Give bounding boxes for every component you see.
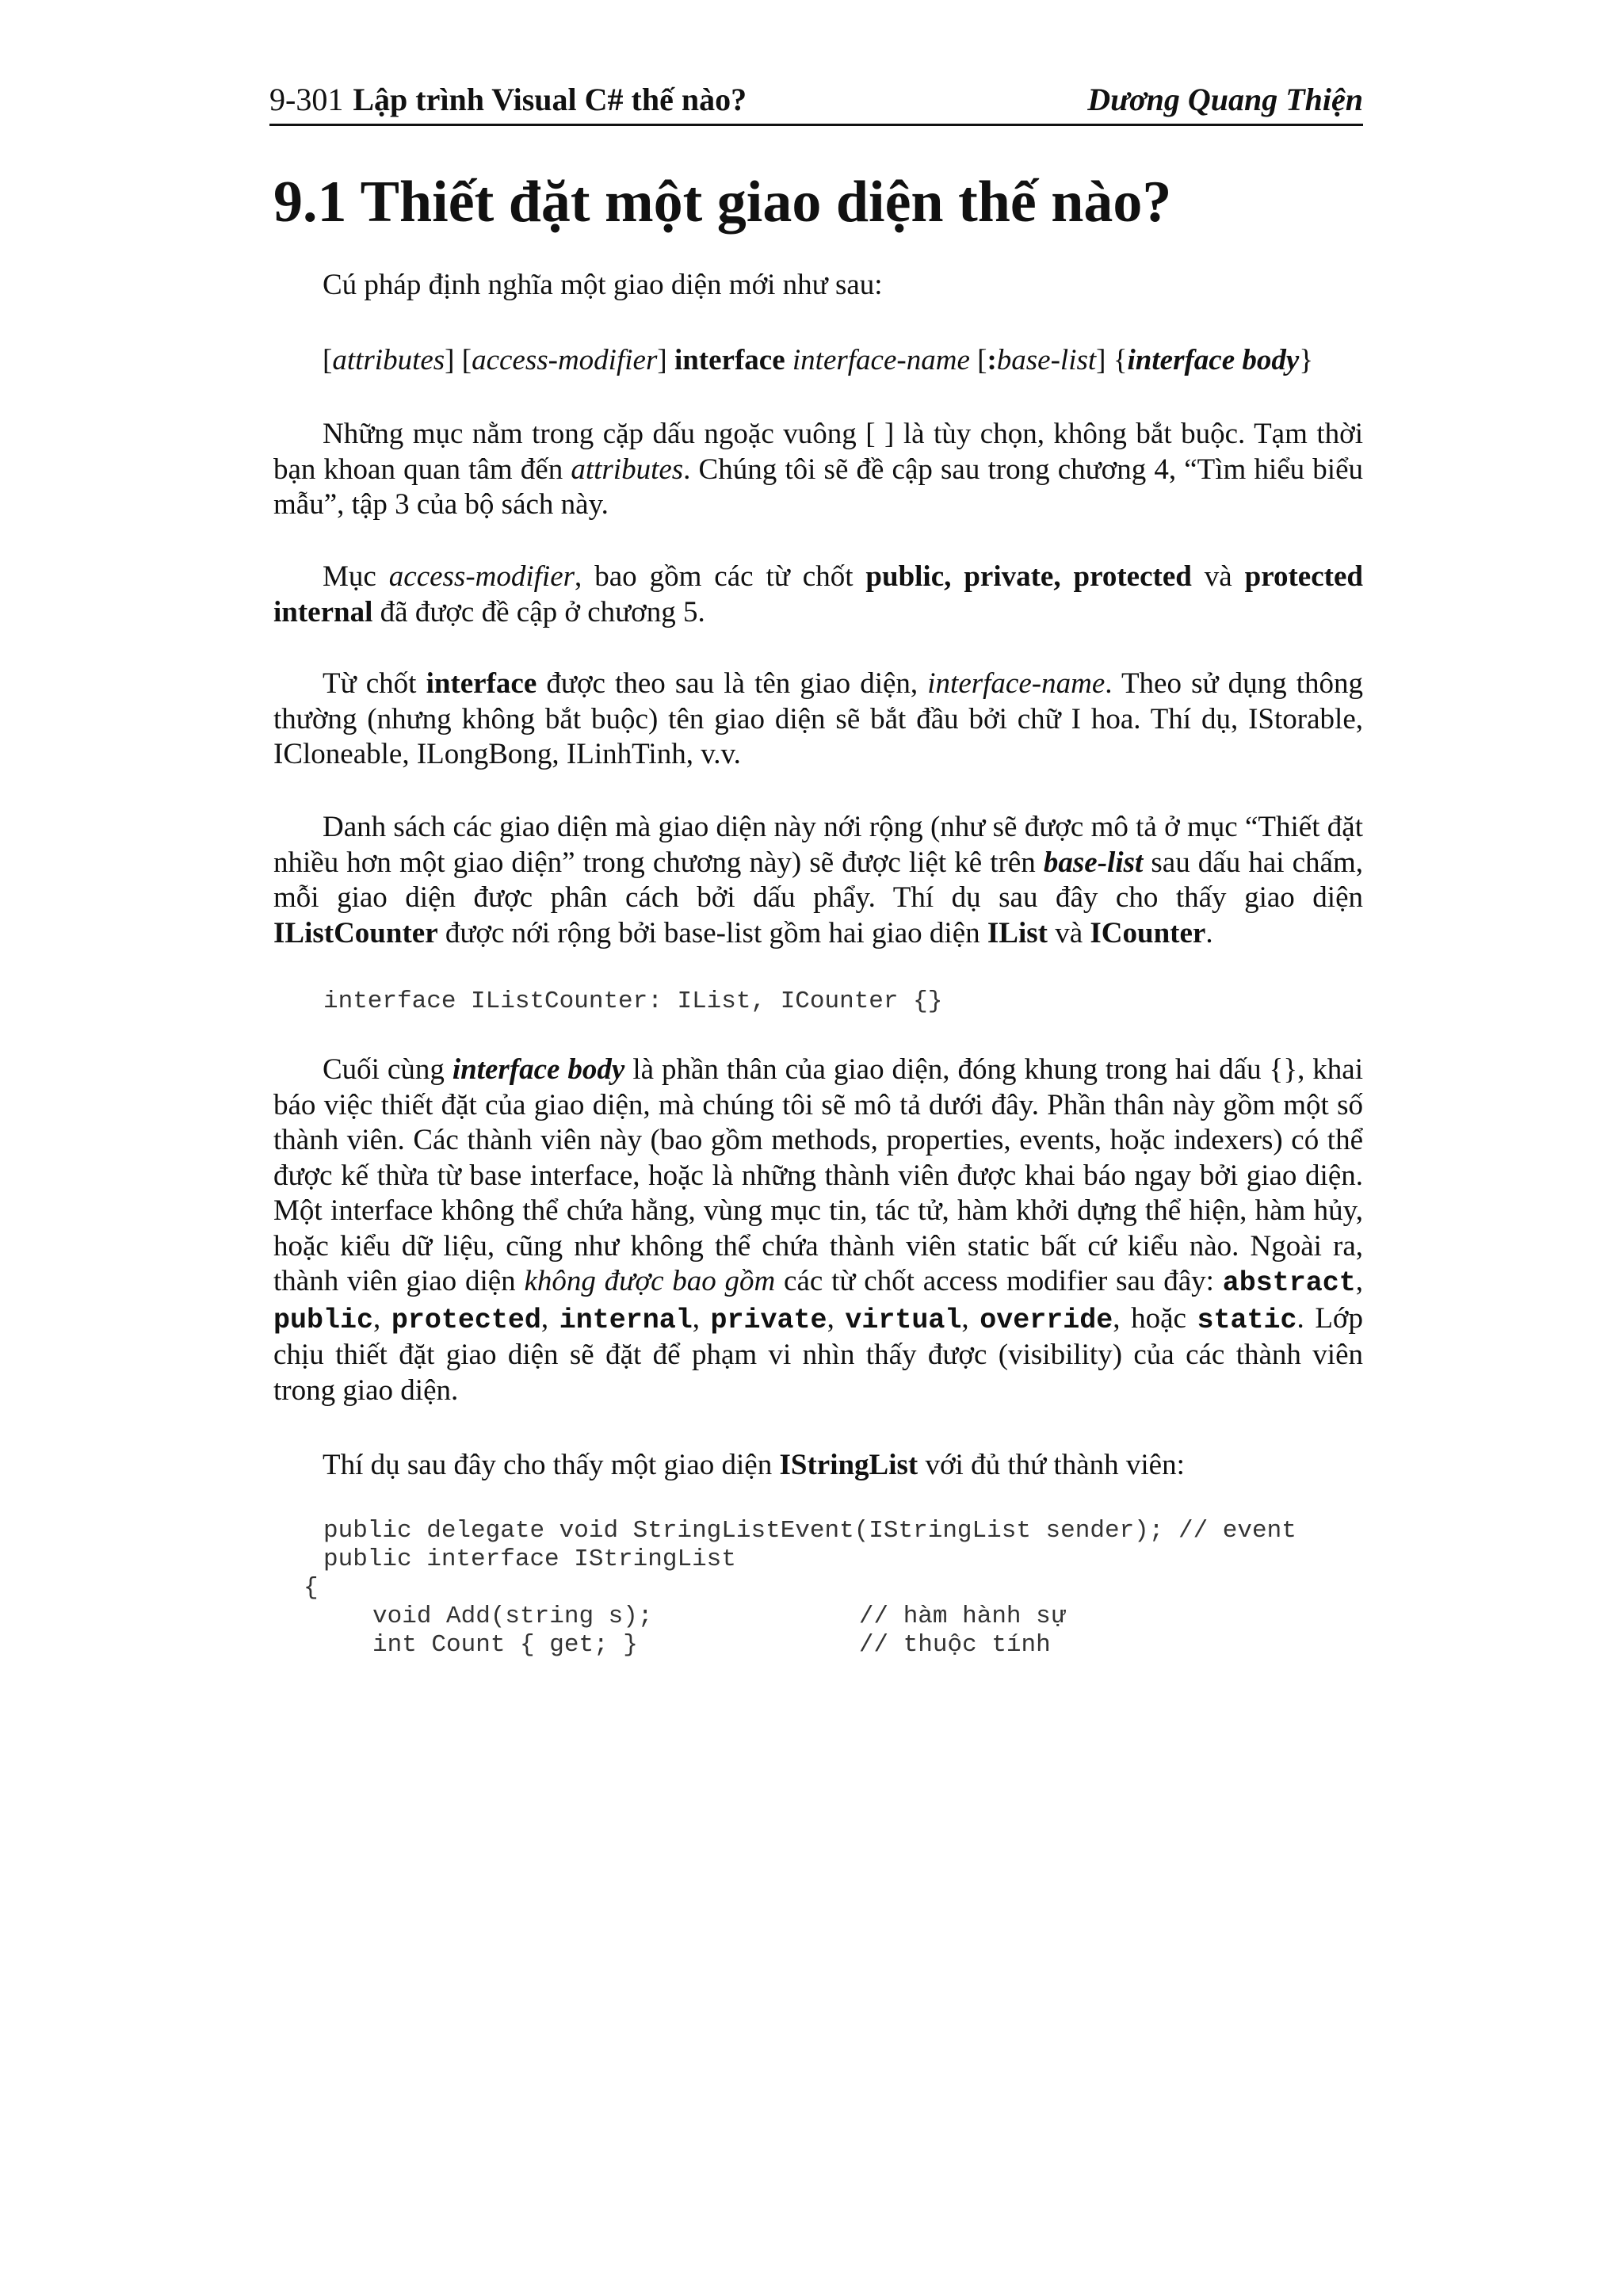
brackets-paragraph: Những mục nằm trong cặp dấu ngoặc vuông [ ] là tùy chọn, không bắt buộc. Tạm thời bạn khoan quan tâm đến attributes. Chúng tôi sẽ đề cập sau trong chương 4, “Tìm hiểu biểu mẫu”, tập 3 của bộ sách này. xyxy=(273,418,1364,521)
interface-keyword-paragraph: Từ chốt interface được theo sau là tên giao diện, interface-name. Theo sử dụng thông thường (nhưng không bắt buộc) tên giao diện sẽ bắt đầu bởi chữ I hoa. Thí dụ, IStorable, ICloneable, ILongBong, ILinhTinh, v.v. xyxy=(273,667,1364,770)
header-divider xyxy=(269,124,1363,126)
code-line: public delegate void StringListEvent(IStringList sender); // event xyxy=(323,1517,1296,1545)
section-title: 9.1 Thiết đặt một giao diện thế nào? xyxy=(273,170,1172,235)
syntax-colon: : xyxy=(987,344,997,376)
author-name: Dương Quang Thiện xyxy=(1087,82,1363,117)
example-intro-paragraph: Thí dụ sau đây cho thấy một giao diện IStringList với đủ thứ thành viên: xyxy=(323,1449,1185,1481)
syntax-interface-name: interface-name xyxy=(792,344,970,376)
syntax-interface-body: interface body xyxy=(1127,344,1300,376)
code-example-ilistcounter: interface IListCounter: IList, ICounter {} xyxy=(323,988,943,1015)
syntax-keyword: interface xyxy=(674,344,785,376)
page-header xyxy=(269,78,1363,122)
code-line: void Add(string s); // hàm hành sự xyxy=(372,1603,1066,1630)
access-modifier-paragraph: Mục access-modifier, bao gồm các từ chốt public, private, protected và protected internal đã được đề cập ở chương 5. xyxy=(273,560,1363,628)
code-line: { xyxy=(304,1574,319,1602)
page-number: 9-301 xyxy=(269,82,344,117)
book-title: Lập trình Visual C# thế nào? xyxy=(353,82,747,117)
syntax-attributes: attributes xyxy=(332,344,445,376)
code-line: int Count { get; } // thuộc tính xyxy=(372,1631,1051,1659)
syntax-definition: [attributes] [access-modifier] interface interface-name [:base-list] {interface body} xyxy=(323,344,1314,376)
code-line: public interface IStringList xyxy=(323,1545,736,1573)
syntax-base-list: base-list xyxy=(996,344,1097,376)
syntax-intro-paragraph: Cú pháp định nghĩa một giao diện mới như sau: xyxy=(323,269,883,301)
syntax-access-modifier: access-modifier xyxy=(472,344,658,376)
interface-body-paragraph: Cuối cùng interface body là phần thân của giao diện, đóng khung trong hai dấu {}, khai báo việc thiết đặt của giao diện, mà chúng tôi sẽ mô tả dưới đây. Phần thân này gồm một số thành viên. Các thành viên này (bao gồm methods, properties, events, hoặc indexers) có thể được kế thừa từ base interface, hoặc là những thành viên được khai báo ngay bởi giao diện. Một interface không thể chứa hằng, vùng mục tin, tác tử, hàm khởi dựng thể hiện, hàm hủy, hoặc kiểu dữ liệu, cũng như không thể chứa thành viên static bất cứ kiểu nào. Ngoài ra, thành viên giao diện không được bao gồm các từ chốt access modifier sau đây: abstract, public, protected, internal, private, virtual, override, hoặc static. Lớp chịu thiết đặt giao diện sẽ đặt để phạm vi nhìn thấy được (visibility) của các thành viên trong giao diện. xyxy=(273,1053,1364,1407)
base-list-paragraph: Danh sách các giao diện mà giao diện này nới rộng (như sẽ được mô tả ở mục “Thiết đặt nhiều hơn một giao diện” trong chương này) sẽ được liệt kê trên base-list sau dấu hai chấm, mỗi giao diện được phân cách bởi dấu phẩy. Thí dụ sau đây cho thấy giao diện IListCounter được nới rộng bởi base-list gồm hai giao diện IList và ICounter. xyxy=(273,811,1363,949)
